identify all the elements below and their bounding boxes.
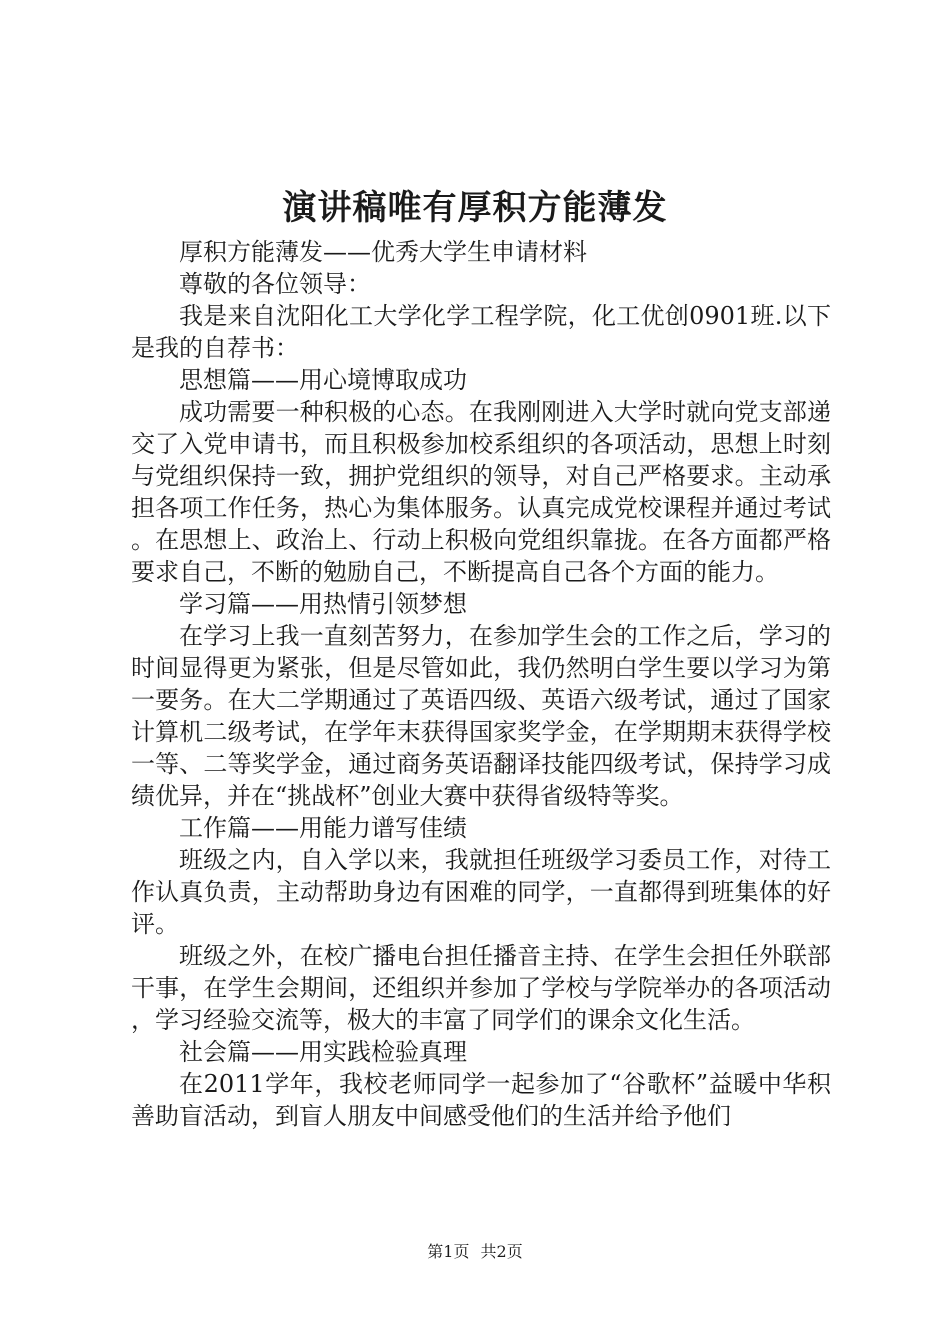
document-body <box>131 236 831 1132</box>
study-paragraph: 在学习上我一直刻苦努力，在参加学生会的工作之后，学习的时间显得更为紧张，但是尽管如此，我仍然明白学生要以学习为第一要务。在大二学期通过了英语四级、英语六级考试，通过了国家计算机二级考试，在学年末获得国家奖学金，在学期期末获得学校一等、二等奖学金，通过商务英语翻译技能四级考试，保持学习成绩优异，并在“挑战杯”创业大赛中获得省级特等奖。 <box>131 622 831 810</box>
thought-paragraph: 成功需要一种积极的心态。在我刚刚进入大学时就向党支部递交了入党申请书，而且积极参加校系组织的各项活动，思想上时刻与党组织保持一致，拥护党组织的领导，对自己严格要求。主动承担各项工作任务，热心为集体服务。认真完成党校课程并通过考试。在思想上、政治上、行动上积极向党组织靠拢。在各方面都严格要求自己，不断的勉励自己，不断提高自己各个方面的能力。 <box>131 398 831 586</box>
section-heading-thought: 思想篇——用心境博取成功 <box>179 366 467 394</box>
section-heading-society: 社会篇——用实践检验真理 <box>179 1038 467 1066</box>
subtitle-line: 厚积方能薄发——优秀大学生申请材料 <box>179 238 587 266</box>
work-paragraph-inside: 班级之内，自入学以来，我就担任班级学习委员工作，对待工作认真负责，主动帮助身边有困难的同学，一直都得到班集体的好评。 <box>131 846 831 938</box>
salutation: 尊敬的各位领导： <box>179 270 371 298</box>
page-footer <box>0 1240 950 1264</box>
page-number: 第1页 <box>427 1242 470 1261</box>
document-title: 演讲稿唯有厚积方能薄发 <box>282 188 668 228</box>
section-heading-study: 学习篇——用热情引领梦想 <box>179 590 467 618</box>
society-paragraph: 在2011学年，我校老师同学一起参加了“谷歌杯”益暖中华积善助盲活动，到盲人朋友中间感受他们的生活并给予他们 <box>131 1070 831 1130</box>
work-paragraph-outside: 班级之外，在校广播电台担任播音主持、在学生会担任外联部干事，在学生会期间，还组织并参加了学校与学院举办的各项活动，学习经验交流等，极大的丰富了同学们的课余文化生活。 <box>131 942 831 1034</box>
intro-paragraph: 我是来自沈阳化工大学化学工程学院，化工优创0901班.以下是我的自荐书： <box>131 302 831 362</box>
section-heading-work: 工作篇——用能力谱写佳绩 <box>179 814 467 842</box>
page-total: 共2页 <box>480 1242 523 1261</box>
